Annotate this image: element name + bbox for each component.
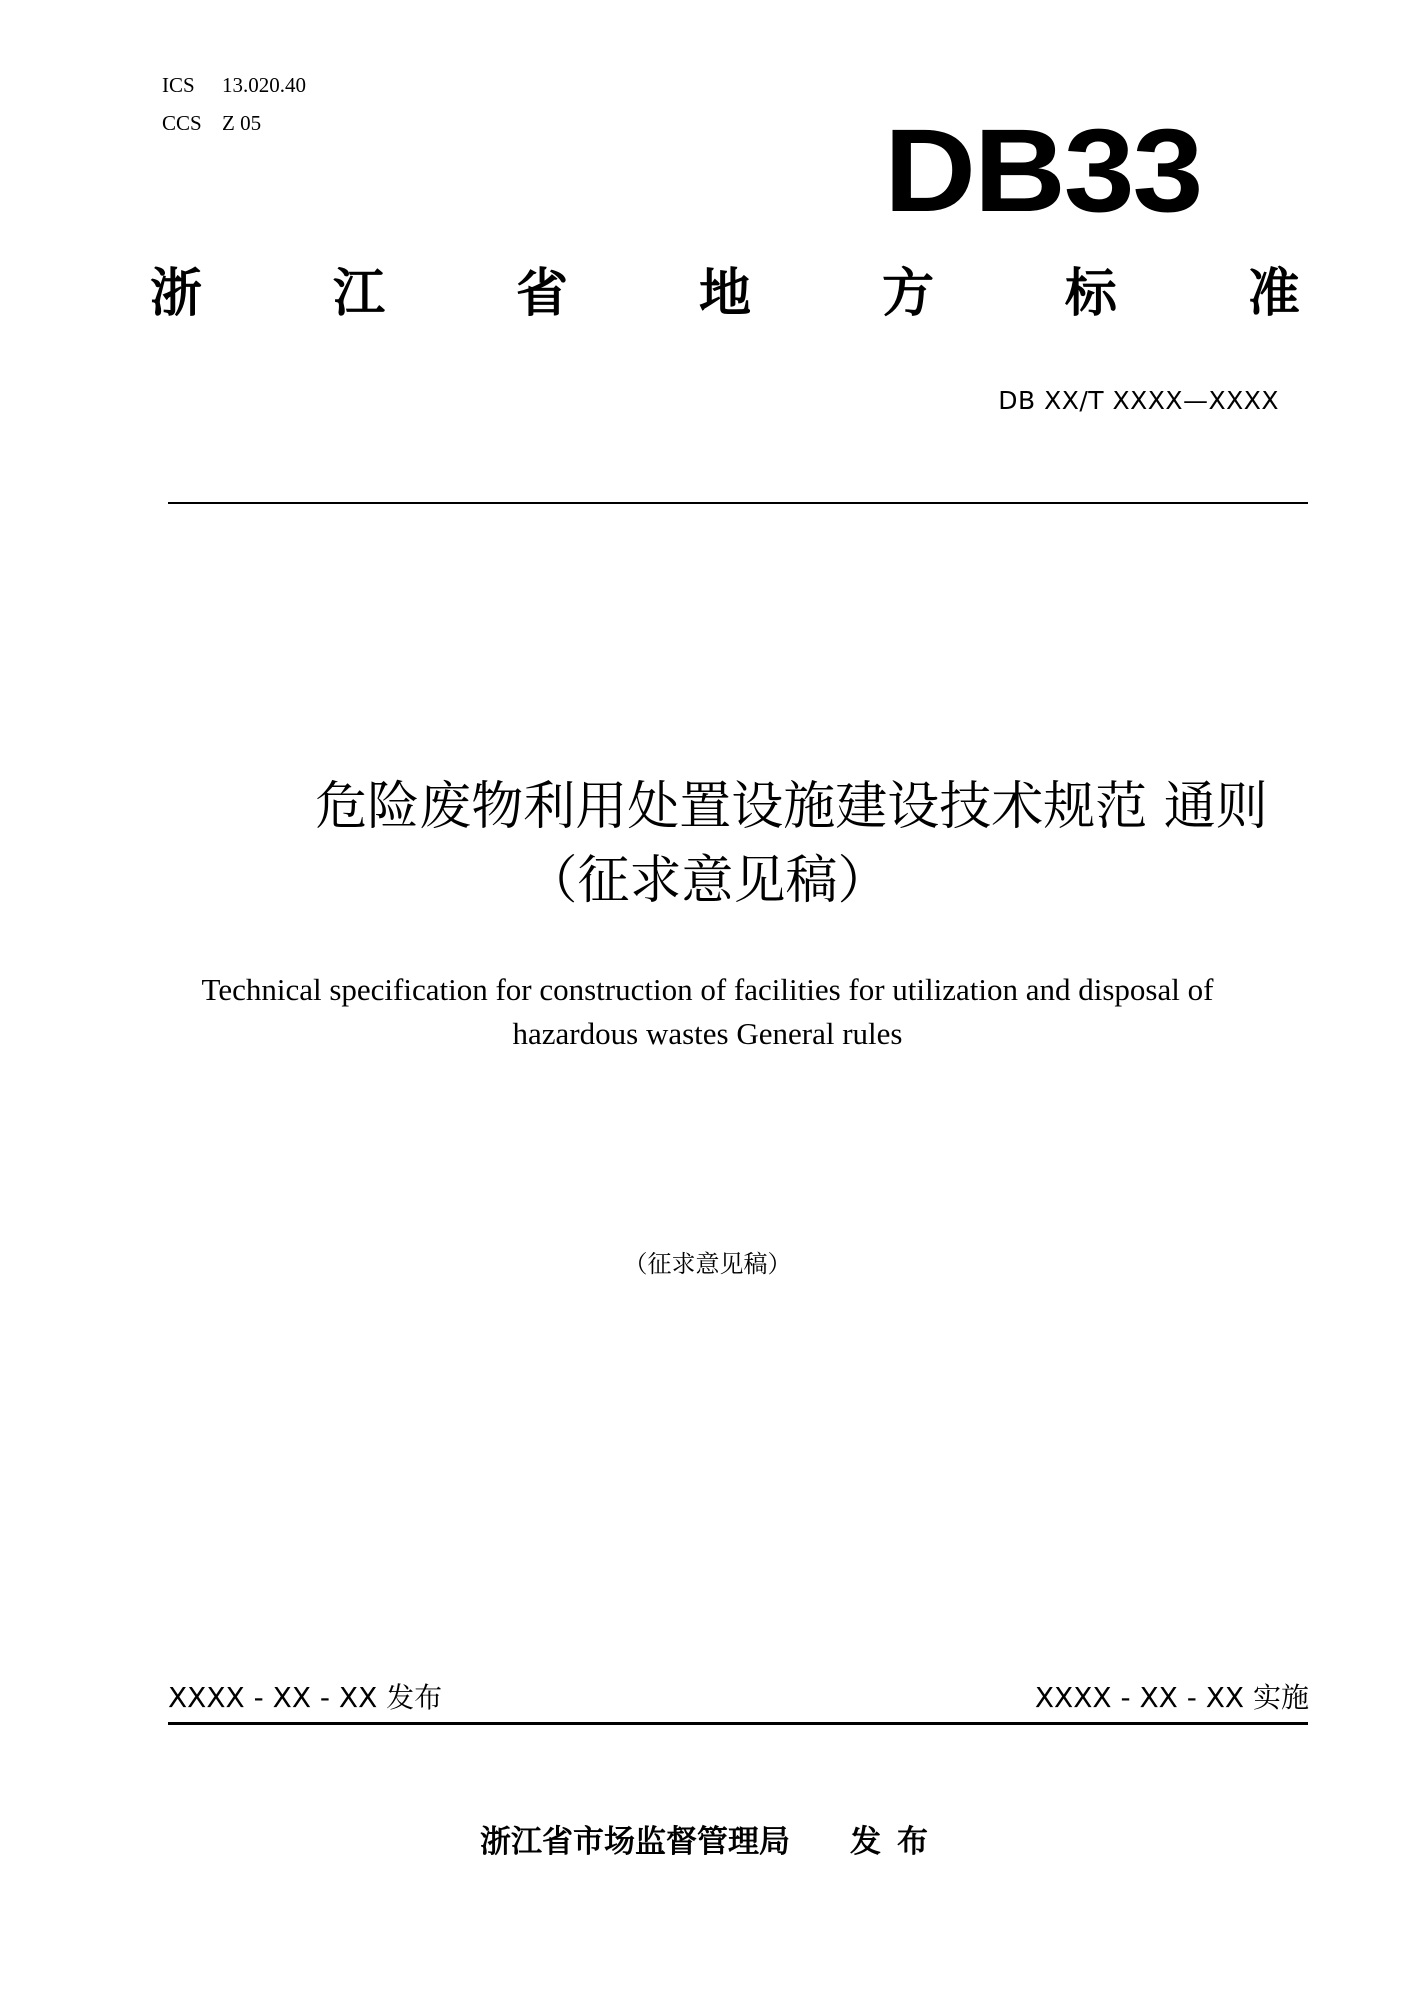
classification-codes <box>162 66 306 142</box>
ics-label: ICS <box>162 73 195 97</box>
db33-logo: DB33 <box>884 105 1202 237</box>
ics-row <box>162 66 306 104</box>
ccs-value: Z 05 <box>222 111 262 135</box>
ccs-label: CCS <box>162 111 202 135</box>
publisher-name: 浙江省市场监督管理局 <box>480 1824 790 1860</box>
ics-value: 13.020.40 <box>222 73 306 97</box>
issue-date: XXXX - XX - XX 发布 <box>168 1681 443 1714</box>
english-title-line1: Technical specification for construction of facilities for utilization and disposal of <box>201 972 1214 1007</box>
standard-type-char: 方 <box>881 264 934 324</box>
publisher <box>480 1816 944 1861</box>
standard-type-char: 地 <box>698 264 751 324</box>
english-title-line2: hazardous wastes General rules <box>512 1016 903 1051</box>
implementation-date: XXXX - XX - XX 实施 <box>1034 1681 1309 1714</box>
standard-type-char: 浙 <box>150 264 203 324</box>
english-title <box>0 968 1415 1056</box>
draft-stage-label: （征求意见稿） <box>623 1250 792 1278</box>
chinese-title-line1: 危险废物利用处置设施建设技术规范 通则 <box>315 777 1268 837</box>
ccs-row <box>162 104 306 142</box>
standard-type-char: 标 <box>1064 264 1117 324</box>
standard-type-heading <box>150 264 1300 324</box>
chinese-title-line2: （征求意见稿） <box>525 851 890 911</box>
bottom-divider <box>168 1722 1308 1725</box>
standard-number: DB XX/T XXXX—XXXX <box>998 386 1279 415</box>
standard-type-char: 江 <box>332 264 385 324</box>
standard-type-char: 准 <box>1247 264 1300 324</box>
standard-type-char: 省 <box>515 264 568 324</box>
chinese-title <box>0 770 1415 918</box>
top-divider <box>168 502 1308 504</box>
publisher-issued: 发布 <box>850 1824 944 1860</box>
